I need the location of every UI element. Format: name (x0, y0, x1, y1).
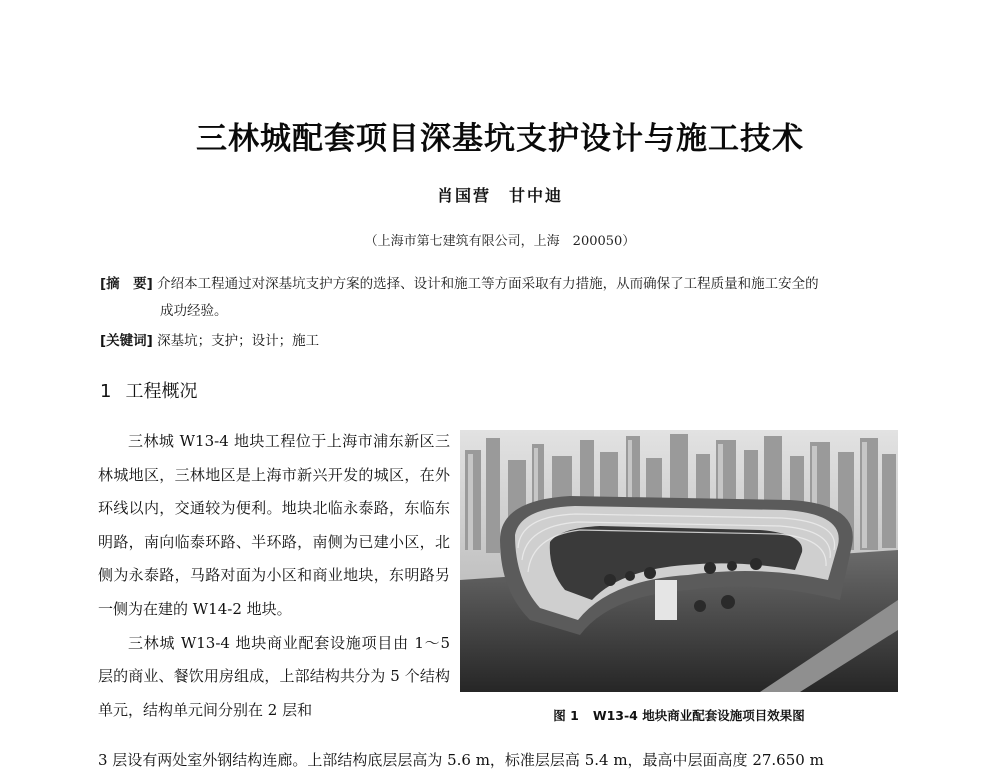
figure-caption (460, 706, 898, 724)
project-rendering-figure (460, 430, 898, 692)
author-affiliation: （上海市第七建筑有限公司，上海 200050） (364, 234, 636, 249)
section-title: 工程概况 (125, 381, 198, 402)
keywords-text: 深基坑；支护；设计；施工 (157, 333, 320, 349)
paragraph-2-continuation: 3 层设有两处室外钢结构连廊。上部结构底层层高为 5.6 m，标准层层高 5.4 m，最高中层面高度 27.650 m (98, 751, 824, 769)
abstract-text-line1: 介绍本工程通过对深基坑支护方案的选择、设计和施工等方面采取有力措施，从而确保了工程质量和施工安全的 (157, 276, 819, 292)
body-text (98, 425, 450, 727)
figure-caption-text: W13-4 地块商业配套设施项目效果图 (592, 708, 805, 723)
keywords-label: [关键词] (100, 333, 153, 349)
abstract-text-line2: 成功经验。 (160, 303, 228, 319)
project-rendering-image (460, 430, 898, 692)
abstract (100, 271, 915, 325)
section-number: 1 (100, 381, 112, 402)
keywords (100, 329, 915, 353)
abstract-label: [摘 要] (100, 276, 153, 292)
paragraph-2: 三林城 W13-4 地块商业配套设施项目由 1～5 层的商业、餐饮用房组成，上部结构共分为 5 个结构单元，结构单元间分别在 2 层和 (98, 633, 450, 719)
paper-authors: 肖国营 甘中迪 (436, 186, 563, 205)
figure-number: 图 1 (553, 708, 579, 723)
section-heading (100, 377, 197, 403)
paper-title: 三林城配套项目深基坑支护设计与施工技术 (196, 121, 804, 157)
paragraph-1: 三林城 W13-4 地块工程位于上海市浦东新区三林城地区，三林地区是上海市新兴开发的城区，在外环线以内，交通较为便利。地块北临永泰路，东临东明路，南向临泰环路、半环路，南侧为已建小区，北侧为永泰路，马路对面为小区和商业地块，东明路另一侧为在建的 W14-2 地块。 (98, 432, 450, 618)
